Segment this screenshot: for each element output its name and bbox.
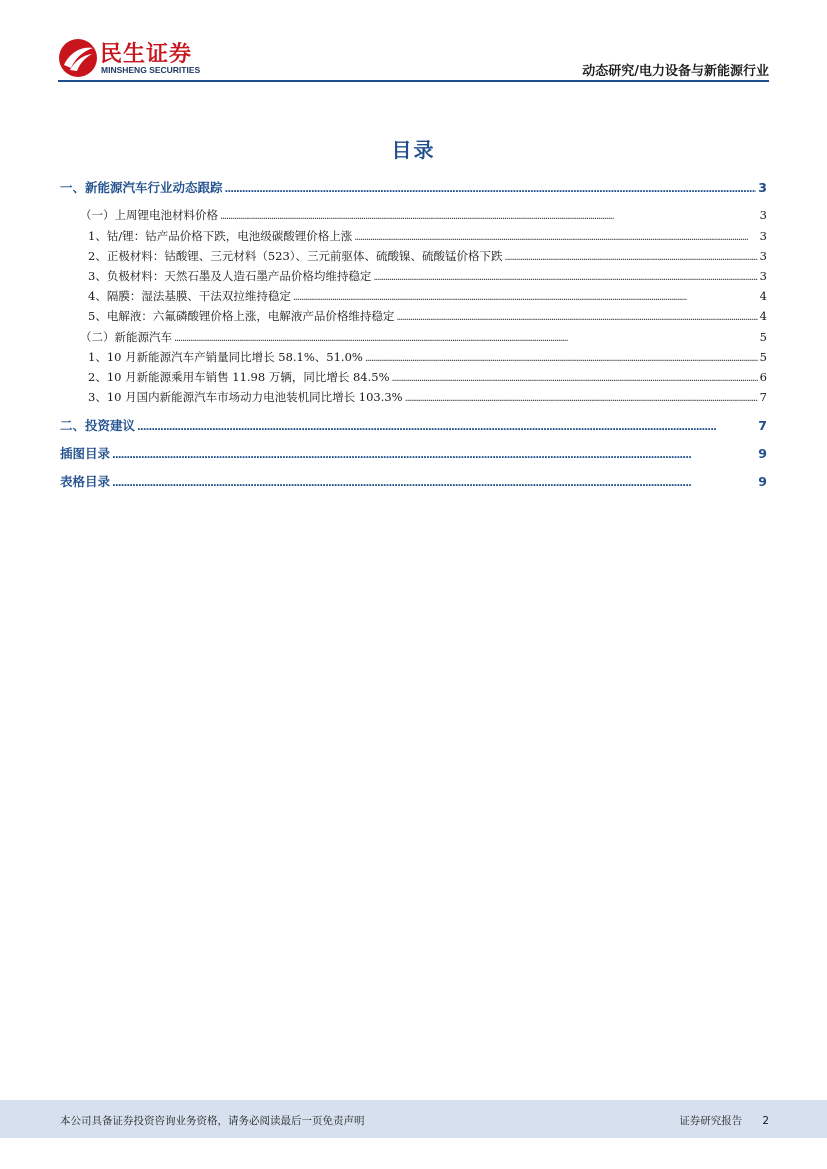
toc-entry[interactable] [60, 308, 767, 324]
toc-entry-text: （二）新能源汽车 [80, 330, 172, 344]
toc-leader-dots [225, 184, 757, 195]
toc-leader-dots [112, 478, 756, 489]
toc-entry-text: 4、隔膜：湿法基膜、干法双拉维持稳定 [88, 289, 291, 303]
toc-entry-text: 二、投资建议 [60, 418, 136, 433]
toc-entry-page: 9 [758, 474, 767, 489]
toc-entry[interactable] [60, 288, 767, 304]
toc-entry-page: 3 [759, 249, 767, 263]
toc-entry[interactable] [60, 248, 767, 264]
toc-entry[interactable] [60, 389, 767, 405]
toc-leader-dots [405, 393, 758, 404]
toc-leader-dots [396, 312, 757, 323]
toc-entry-page: 3 [759, 208, 767, 222]
toc-entry[interactable] [60, 369, 767, 385]
footer-right [679, 1113, 769, 1128]
toc-entry-text: 2、正极材料：钴酸锂、三元材料（523）、三元前驱体、硫酸镍、硫酸锰价格下跌 [88, 249, 503, 263]
company-logo [58, 36, 218, 80]
toc-entry[interactable] [60, 472, 767, 490]
toc-entry-page: 3 [758, 180, 767, 195]
page-header [58, 36, 769, 82]
toc-entry[interactable] [60, 349, 767, 365]
toc-entry-text: 3、10 月国内新能源汽车市场动力电池装机同比增长 103.3% [88, 390, 403, 404]
toc-entry-text: 1、10 月新能源汽车产销量同比增长 58.1%、51.0% [88, 350, 363, 364]
toc-entry-page: 5 [759, 350, 767, 364]
toc-entry-page: 5 [759, 330, 767, 344]
toc-leader-dots [365, 353, 758, 364]
toc-leader-dots [354, 232, 757, 243]
toc-title: 目录 [391, 138, 436, 162]
toc-entry-text: 插图目录 [60, 446, 111, 461]
toc-entry[interactable] [60, 268, 767, 284]
toc-entry-page: 3 [759, 229, 767, 243]
toc-entry-page: 7 [759, 390, 767, 404]
toc-entry-text: 5、电解液：六氟磷酸锂价格上涨，电解液产品价格维持稳定 [88, 309, 395, 323]
toc-leader-dots [293, 292, 758, 303]
footer-disclaimer: 本公司具备证券投资咨询业务资格，请务必阅读最后一页免责声明 [60, 1115, 365, 1127]
toc-entry-page: 9 [758, 446, 767, 461]
toc-entry[interactable] [60, 228, 767, 244]
toc-entry-page: 4 [759, 289, 767, 303]
toc-leader-dots [112, 450, 756, 461]
report-category: 动态研究/电力设备与新能源行业 [582, 64, 769, 79]
header-divider [58, 80, 769, 82]
toc-entry-page: 3 [759, 269, 767, 283]
toc-entry-page: 7 [758, 418, 767, 433]
toc-entry-text: 1、钴/锂：钴产品价格下跌，电池级碳酸锂价格上涨 [88, 229, 353, 243]
toc-entry-text: 3、负极材料：天然石墨及人造石墨产品价格均维持稳定 [88, 269, 372, 283]
toc-leader-dots [392, 373, 758, 384]
toc-entry[interactable] [60, 178, 767, 196]
toc-entry[interactable] [60, 207, 767, 223]
logo-text-en: MINSHENG SECURITIES [101, 65, 201, 75]
toc-leader-dots [373, 272, 757, 283]
toc-leader-dots [174, 333, 758, 344]
page-number: 2 [762, 1115, 769, 1127]
toc-leader-dots [220, 211, 758, 222]
toc-entry[interactable] [60, 444, 767, 462]
toc-entry[interactable] [60, 329, 767, 345]
toc-entry-text: 一、新能源汽车行业动态跟踪 [60, 180, 223, 195]
toc-entry-page: 6 [759, 370, 767, 384]
toc-entry[interactable] [60, 416, 767, 434]
minsheng-logo-icon [58, 38, 98, 78]
toc-entry-page: 4 [759, 309, 767, 323]
toc-leader-dots [505, 252, 758, 263]
logo-text-cn: 民生证券 [100, 42, 193, 67]
toc-entry-text: 2、10 月新能源乘用车销售 11.98 万辆，同比增长 84.5% [88, 370, 390, 384]
toc-entry-text: （一）上周锂电池材料价格 [80, 208, 218, 222]
toc-entry-text: 表格目录 [60, 474, 111, 489]
page-footer [0, 1100, 827, 1138]
footer-report-type: 证券研究报告 [679, 1115, 743, 1127]
toc-leader-dots [137, 422, 756, 433]
